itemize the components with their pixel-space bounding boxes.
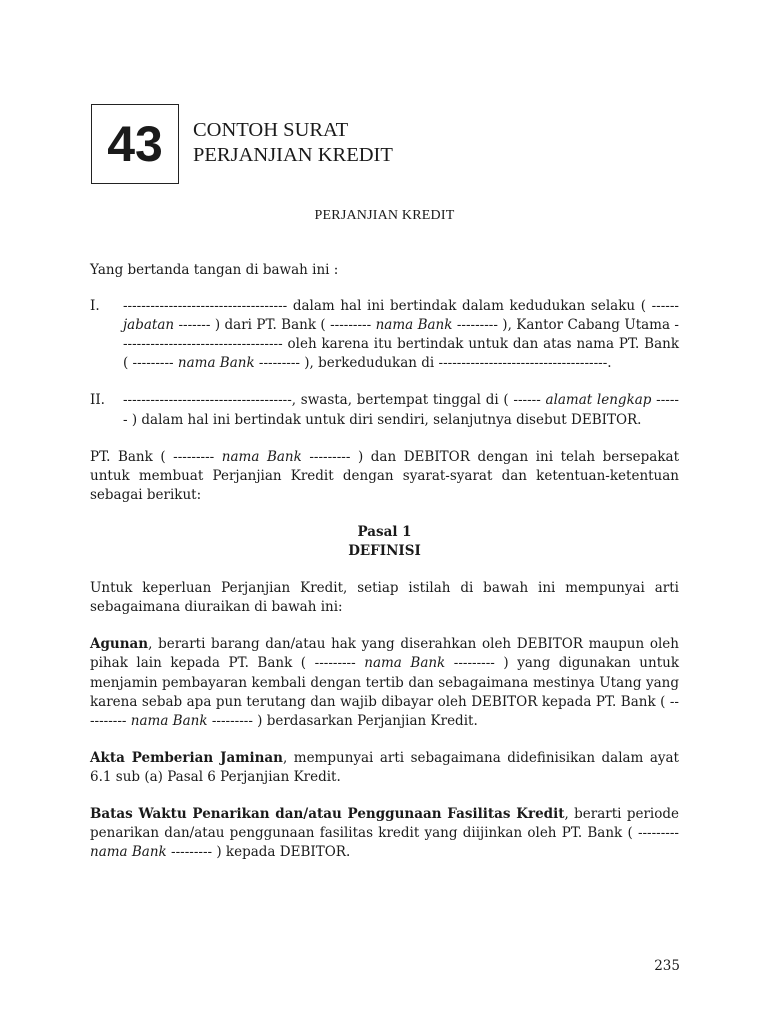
document-body — [90, 206, 679, 880]
party-one-seg-2: ------- ) dari PT. Bank ( --------- — [174, 317, 376, 334]
definitions-intro: Untuk keperluan Perjanjian Kredit, setiap istilah di bawah ini mempunyai arti sebagaimana diuraikan di bawah ini: — [90, 580, 679, 616]
chapter-title-line-2: PERJANJIAN KREDIT — [193, 144, 393, 166]
party-one — [90, 297, 679, 373]
definition-batas-waktu-term: Batas Waktu Penarikan dan/atau Penggunaan Fasilitas Kredit — [90, 805, 565, 822]
party-two-address: alamat lengkap — [545, 392, 652, 409]
chapter-number: 43 — [107, 116, 163, 172]
chapter-title-line-1: CONTOH SURAT — [193, 119, 349, 141]
chapter-title — [193, 118, 393, 168]
definition-akta-seg-1: , mempunyai arti sebagaimana didefinisikan dalam ayat 6.1 sub (a) Pasal 6 Perjanjian Kredit. — [90, 749, 679, 785]
definition-akta-term: Akta Pemberian Jaminan — [90, 749, 283, 766]
party-one-bank-name-2: nama Bank — [177, 355, 255, 372]
agreement-seg-1: PT. Bank ( --------- — [90, 448, 222, 465]
party-two-text — [123, 391, 679, 429]
definition-batas-waktu-seg-1: , berarti periode penarikan dan/atau penggunaan fasilitas kredit yang diijinkan oleh PT. Bank ( --------- — [90, 805, 679, 842]
party-two-numeral: II. — [90, 392, 105, 409]
intro-text: Yang bertanda tangan di bawah ini : — [90, 262, 339, 278]
pasal-title: DEFINISI — [348, 543, 421, 560]
definition-akta — [90, 749, 679, 787]
party-one-text — [123, 297, 679, 373]
definition-agunan-seg-3: --------- ) berdasarkan Perjanjian Kredit. — [207, 712, 478, 729]
definition-batas-waktu-bank-name: nama Bank — [90, 844, 167, 861]
page-number: 235 — [654, 958, 680, 974]
definition-batas-waktu — [90, 805, 679, 862]
agreement-paragraph — [90, 448, 679, 505]
definition-agunan-bank-name-2: nama Bank — [130, 712, 208, 729]
party-two-seg-1: -------------------------------------, swasta, bertempat tinggal di ( ------ — [123, 392, 546, 409]
party-two-seg-2: ------ ) dalam hal ini bertindak untuk diri sendiri, selanjutnya disebut DEBITOR. — [123, 392, 679, 428]
party-one-bank-name-1: nama Bank — [375, 317, 453, 334]
definition-agunan-seg-1: , berarti barang dan/atau hak yang diserahkan oleh DEBITOR maupun oleh pihak lain kepada PT. Bank ( --------- — [90, 636, 679, 672]
definition-batas-waktu-seg-2: --------- ) kepada DEBITOR. — [166, 844, 351, 861]
definition-agunan-seg-2: --------- ) yang digunakan untuk menjamin pembayaran kembali dengan tertib dan sebagaimana mestinya Utang yang karena sebab apa pun terutang dan wajib dibayar oleh DEBITOR kepada PT. Bank ( ---------- — [90, 655, 679, 729]
chapter-number-box — [91, 104, 179, 184]
agreement-seg-2: --------- ) dan DEBITOR dengan ini telah bersepakat untuk membuat Perjanjian Kredit dengan syarat-syarat dan ketentuan-ketentuan sebagai berikut: — [90, 448, 679, 503]
party-one-seg-4: --------- ), berkedudukan di -------------------------------------. — [254, 355, 612, 372]
pasal-heading — [90, 523, 679, 561]
party-two — [90, 391, 679, 429]
party-one-numeral: I. — [90, 298, 100, 315]
definition-agunan — [90, 635, 679, 730]
party-one-jabatan: jabatan — [123, 317, 175, 334]
document-title: PERJANJIAN KREDIT — [314, 208, 455, 223]
party-one-seg-1: ------------------------------------ dalam hal ini bertindak dalam kedudukan selaku ( ------ — [123, 298, 679, 315]
agreement-bank-name: nama Bank — [221, 448, 302, 465]
party-one-seg-3: --------- ), Kantor Cabang Utama ------------------------------------ oleh karena itu bertindak untuk dan atas nama PT. Bank ( --------- — [123, 317, 679, 372]
definition-agunan-term: Agunan — [90, 636, 149, 653]
pasal-number: Pasal 1 — [357, 523, 412, 540]
definition-agunan-bank-name-1: nama Bank — [364, 655, 446, 672]
